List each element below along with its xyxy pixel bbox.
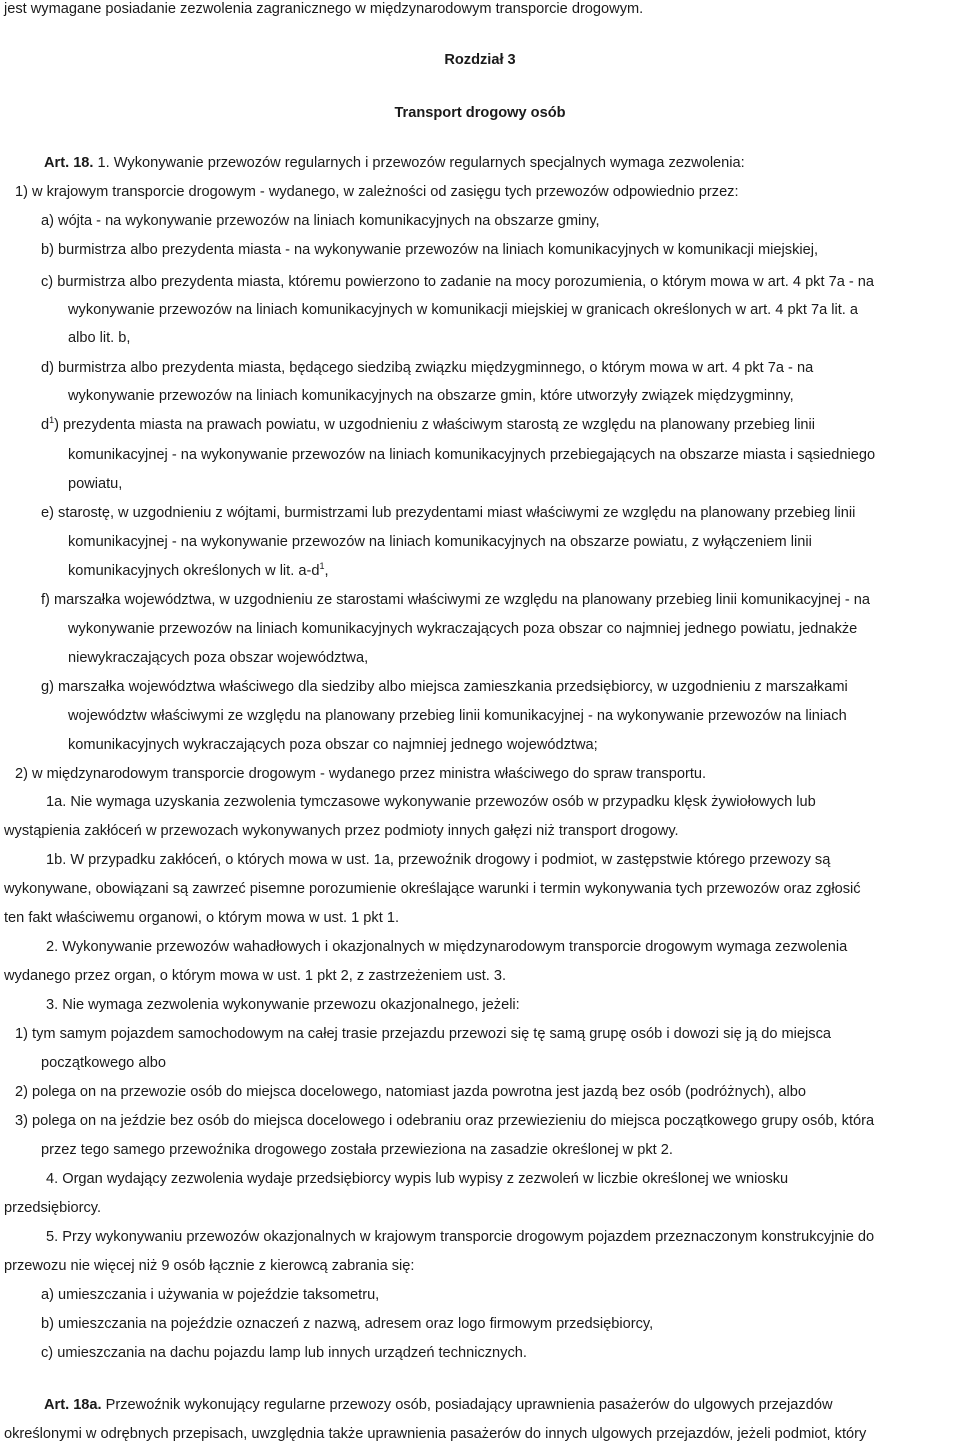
article-18-text: 1. Wykonywanie przewozów regularnych i przewozów regularnych specjalnych wymaga zezwolenia: [97, 155, 745, 171]
list-item: 2) w międzynarodowym transporcie drogowym - wydanego przez ministra właściwego do spraw transportu. [15, 766, 707, 782]
list-item [41, 416, 815, 434]
item-letter: d [41, 417, 50, 433]
paragraph-line: wykonywane, obowiązani są zawrzeć pisemne porozumienie określające warunki i termin wykonywania tych przewozów oraz zgłosić [4, 881, 861, 897]
list-item-continuation: powiatu, [68, 476, 123, 492]
paragraph-line: ten fakt właściwemu organowi, o którym mowa w ust. 1 pkt 1. [4, 910, 399, 926]
list-item: c) umieszczania na dachu pojazdu lamp lub innych urządzeń technicznych. [41, 1345, 527, 1361]
list-item-continuation: albo lit. b, [68, 330, 131, 346]
article-18a-line [44, 1396, 832, 1414]
list-item: d) burmistrza albo prezydenta miasta, będącego siedzibą związku międzygminnego, o którym mowa w art. 4 pkt 7a - na [41, 360, 814, 376]
paragraph-line: wystąpienia zakłóceń w przewozach wykonywanych przez podmioty innych gałęzi niż transport drogowy. [4, 823, 679, 839]
list-item: a) umieszczania i używania w pojeździe taksometru, [41, 1287, 380, 1303]
list-item-continuation: wykonywanie przewozów na liniach komunikacyjnych wykraczających poza obszar co najmniej jednego powiatu, jednakże [68, 621, 858, 637]
item-text: , [324, 563, 329, 579]
chapter-heading: Rozdział 3 [444, 52, 516, 68]
list-item-continuation: komunikacyjnej - na wykonywanie przewozów na liniach komunikacyjnych na obszarze powiatu, z wyłączeniem linii [68, 534, 812, 550]
paragraph-line: przedsiębiorcy. [4, 1200, 102, 1216]
list-item-continuation: wykonywanie przewozów na liniach komunikacyjnych na obszarze gmin, które utworzyły związek międzygminny, [68, 388, 794, 404]
paragraph-line: przewozu nie więcej niż 9 osób łącznie z kierowcą zabrania się: [4, 1258, 415, 1274]
article-18a-label: Art. 18a. [44, 1397, 102, 1413]
chapter-title: Transport drogowy osób [394, 105, 566, 121]
list-item-continuation: przez tego samego przewoźnika drogowego została przewieziona na zasadzie określonej w pkt 2. [41, 1142, 673, 1158]
paragraph-line: 3. Nie wymaga zezwolenia wykonywanie przewozu okazjonalnego, jeżeli: [46, 997, 520, 1013]
list-item: e) starostę, w uzgodnieniu z wójtami, burmistrzami lub prezydentami miast właściwymi ze względu na planowany przebieg linii [41, 505, 856, 521]
item-text: komunikacyjnych określonych w lit. a-d [68, 563, 320, 579]
list-item: g) marszałka województwa właściwego dla siedziby albo miejsca zamieszkania przedsiębiorcy, w uzgodnieniu z marszałkami [41, 679, 848, 695]
article-18a-text: Przewoźnik wykonujący regularne przewozy osób, posiadający uprawnienia pasażerów do ulgowych przejazdów [101, 1397, 833, 1413]
list-item-continuation: komunikacyjnej - na wykonywanie przewozów na liniach komunikacyjnych przebiegających na obszarze miasta i sąsiedniego [68, 447, 876, 463]
list-item-continuation: województw właściwymi ze względu na planowany przebieg linii komunikacyjnej - na wykonywanie przewozów na liniach [68, 708, 847, 724]
list-item: a) wójta - na wykonywanie przewozów na liniach komunikacyjnych na obszarze gminy, [41, 213, 600, 229]
paragraph-line: 5. Przy wykonywaniu przewozów okazjonalnych w krajowym transporcie drogowym pojazdem przeznaczonym konstrukcyjnie do [46, 1229, 875, 1245]
list-item: 2) polega on na przewozie osób do miejsca docelowego, natomiast jazda powrotna jest jazdą bez osób (podróżnych), albo [15, 1084, 806, 1100]
superscript: 1 [49, 415, 55, 426]
list-item: f) marszałka województwa, w uzgodnieniu ze starostami właściwymi ze względu na planowany przebieg linii komunikacyjnej - na [41, 592, 870, 608]
list-item-continuation: niewykraczających poza obszar województwa, [68, 650, 369, 666]
list-item: b) umieszczania na pojeździe oznaczeń z nazwą, adresem oraz logo firmowym przedsiębiorcy, [41, 1316, 654, 1332]
paragraph-line: 2. Wykonywanie przewozów wahadłowych i okazjonalnych w międzynarodowym transporcie drogowym wymaga zezwolenia [46, 939, 848, 955]
list-item-continuation: komunikacyjnych wykraczających poza obszar co najmniej jednego województwa; [68, 737, 598, 753]
list-item: b) burmistrza albo prezydenta miasta - na wykonywanie przewozów na liniach komunikacyjnych w komunikacji miejskiej, [41, 242, 819, 258]
superscript: 1 [319, 561, 325, 572]
paragraph-line: jest wymagane posiadanie zezwolenia zagranicznego w międzynarodowym transporcie drogowym. [4, 1, 644, 17]
list-item-continuation: początkowego albo [41, 1055, 166, 1071]
paragraph-line: 1a. Nie wymaga uzyskania zezwolenia tymczasowe wykonywanie przewozów osób w przypadku klęsk żywiołowych lub [46, 794, 816, 810]
paragraph-line: określonymi w odrębnych przepisach, uwzględnia także uprawnienia pasażerów do innych ulgowych przejazdów, jeżeli podmiot, który [4, 1426, 867, 1442]
list-item: 1) tym samym pojazdem samochodowym na całej trasie przejazdu przewozi się tę samą grupę osób i dowozi się ją do miejsca [15, 1026, 831, 1042]
article-18-line [44, 154, 745, 172]
paragraph-line: wydanego przez organ, o którym mowa w ust. 1 pkt 2, z zastrzeżeniem ust. 3. [4, 968, 507, 984]
paragraph-line: 1b. W przypadku zakłóceń, o których mowa w ust. 1a, przewoźnik drogowy i podmiot, w zastępstwie którego przewozy są [46, 852, 831, 868]
article-18-label: Art. 18. [44, 155, 94, 171]
paragraph-line: 4. Organ wydający zezwolenia wydaje przedsiębiorcy wypis lub wypisy z zezwoleń w liczbie określonej we wniosku [46, 1171, 789, 1187]
list-item-continuation [68, 562, 329, 580]
item-text: ) prezydenta miasta na prawach powiatu, w uzgodnieniu z właściwym starostą ze względu na planowany przebieg linii [54, 417, 816, 433]
list-item-continuation: wykonywanie przewozów na liniach komunikacyjnych w komunikacji miejskiej w granicach określonych w art. 4 pkt 7a lit. a [68, 302, 859, 318]
list-item: c) burmistrza albo prezydenta miasta, któremu powierzono to zadanie na mocy porozumienia, o którym mowa w art. 4 pkt 7a - na [41, 274, 875, 290]
list-item: 1) w krajowym transporcie drogowym - wydanego, w zależności od zasięgu tych przewozów odpowiednio przez: [15, 184, 739, 200]
list-item: 3) polega on na jeździe bez osób do miejsca docelowego i odebraniu oraz przewiezieniu do miejsca początkowego grupy osób, która [15, 1113, 875, 1129]
